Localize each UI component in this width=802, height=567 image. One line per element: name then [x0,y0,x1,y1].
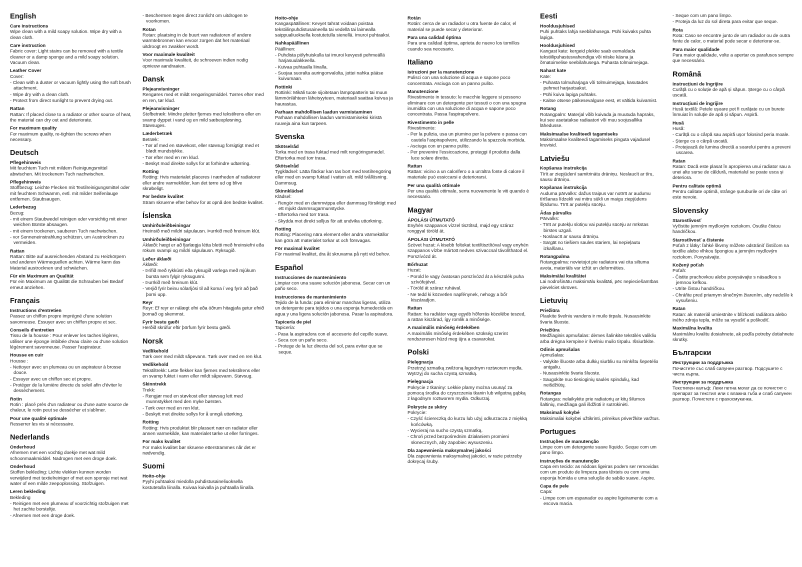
section-heading: Skinnklädsel [275,188,304,194]
language-header: Deutsch [10,149,39,158]
section-heading: Vedlikehold [142,362,169,368]
paragraph: Kangast kate: kergeid plekke saab eemaldada tekstiilipuhastusvahendiga või niiske käsna ja õrnatoimelise seebilahusega. Puhasta tolmuimejaga. [540,48,649,65]
paragraph: Afnemen met een vochtig doekje met wat mild schoonmaakmiddel. Nadrogen met een droge doek. [10,450,117,461]
bullet-line: - Verjið fyrir beinu sólarljósi til að koma í veg fyrir að það þorni upp. [142,286,258,297]
paragraph: Pentru calitate optimă, strânge șuruburile ori de câte ori este nevoie. [672,189,787,200]
section-heading: For bedste kvalitet [142,194,184,200]
section-heading: Instruções de manutenção [540,458,599,464]
section-heading: Ādas pārvalks [540,210,572,216]
paragraph: Maksimaliai kokybei užtikrinti, prireikus priveržkite varžtus. [540,415,660,421]
paragraph: Para una calidad óptima, aprieta de nuevo los tornillos cuando sea necesario. [407,40,520,52]
paragraph: Capa em tecido: as nódoas ligeiras podem ser removidas com um produto de limpeza para têxteis ou com uma esponja húmida e uma solução de sabão suave. Aspire. [540,464,659,481]
paragraph: Päällinen: [275,46,296,52]
bullet-line: - Porold le vagy óvatosan porszívózd át a készülék puha szívófejével. [407,273,524,285]
bullet-line: - Tør af med en støvekost, eller støvsug forsigtigt med et blødt mundstykke. [142,142,259,154]
bullet-line: - vor Sonneneinstrahlung schützen, um Austrocknen zu vermeiden. [10,234,124,246]
section-heading: Leður áklæði [142,256,172,262]
bullet-line: - Seque com um pano limpo. [672,13,732,18]
paragraph: Para maior qualidade, volte a apertar os parafusos sempre que necessário. [672,52,794,64]
section-heading: Umhirðuleiðbeiningar [142,223,191,229]
bullet-line: - Rengör med en dammvippa eller dammsug försiktigt med ett mjukt dammsugarmunstycke. [275,200,396,212]
section-heading: Fyrir bestu gæði [142,319,179,325]
paragraph: Текстилен калъф: Леки петна могат да се почистят с препарат за текстил или с влажна гъба и слаб сапунен разтвор. Почистете с прахосмукачка. [672,385,792,402]
section-heading: Skötselråd [275,163,299,169]
section-heading: Rottinki [275,84,293,90]
section-heading: Voor maximale kwaliteit [142,51,195,57]
paragraph: För maximal kvalitet, dra åt skruvarna på nytt vid behov. [275,251,390,257]
section-heading: Pentru calitate optimă [672,183,722,189]
paragraph: Parhaan mahdollisen laadun varmistamiseksi kiristä ruuveja aina kun tarpeen. [275,115,382,126]
section-heading: Conseils d'entretien [10,327,55,333]
paragraph: Kate: [540,73,551,79]
section-heading: Nahast kate [540,68,567,74]
section-heading: Instruções de manutenção [540,438,599,444]
text-column [10,13,132,557]
section-heading: Skinntrekk [142,381,167,387]
paragraph: Fabric cover: Light stains can be removed with a textile cleaner or a damp sponge and a mild soapy solution. Vacuum clean. [10,48,124,65]
bullet-line: - Asciuga con un panno pulito. [407,143,470,149]
bullet-line: - Saugokite nuo tiesioginių saulės spindulių, kad neišdžiūtų. [540,376,639,388]
section-heading: Ratan [672,306,686,312]
bullet-line: - Essuyer avec un chiffon sec et propre. [10,376,92,382]
bullet-line: - Rengjør med en støvkost eller støvsug lett med munnstykket med den myke børsten. [142,393,243,405]
bullet-line: - Eftertorka med torr trasa. [275,212,330,218]
section-heading: Reyr [142,300,153,305]
paragraph: Stoffen bekleding: Lichte vlekken kunnen worden verwijderd met textielreiniger of met een sponsje met wat water of een milde zeepoplossing. Stofzuigen. [10,469,128,487]
text-column [408,13,530,557]
section-heading: Parhaan mahdollisen laadun varmistaminen [275,109,373,115]
section-heading: Instrucțiuni de îngrijire [672,81,723,87]
paragraph: Dla zapewnienia maksymalnej jakości, w razie potrzeby dokręcaj śruby. [407,453,522,465]
paragraph: Housse : [10,358,29,364]
bullet-line: - Reinigen met een plumeau of voorzichtig stofzuigen met het zachte borsteltje. [10,501,129,512]
paragraph: Husă: [672,125,685,131]
section-heading: Rotting [275,226,292,232]
paragraph: Torka med en trasa fuktad med milt rengöringsmedel. Eftertorka med torr trasa. [275,149,385,161]
section-heading: Maksimaalse kvaliteedi tagamiseks [540,131,618,137]
language-header: Latviešu [540,154,570,163]
bullet-line: - Per prevenire l'essiccazione, proteggi il prodotto dalla luce solare diretta. [407,149,521,161]
bullet-line: - Skydda mot direkt solljus för att undvika uttorkning. [275,218,383,224]
paragraph: Capa: [540,489,553,495]
paragraph: Kangaspäällinen: Kevyet tahrat voidaan poistaa tekstiilinpuhdistusaineella tai vedellä tai laimealla saippualiuoksella kostutetulla sienellä. Imuroi puhtaaksi. [275,21,391,38]
bullet-line: - Ne tedd ki közvetlen napfénynek, nehogy a bőr kiszáradjon. [407,291,508,303]
language-header: Dansk [142,75,165,84]
paragraph: Stram skruerne efter behov for at opnå den bedste kvalitet. [142,199,264,205]
section-heading: Housse en cuir [10,352,44,358]
section-heading: Rattan [407,163,422,169]
paragraph: Stoffbezug: Leichte Flecken mit Textilreinigungsmittel oder mit feuchtem Schwamm, evtl. mit milder Seifenlauge entfernen. Staubsaugen. [10,185,130,202]
paragraph: Puhi puhtaks lahja seebilahusega. Pühi kuivaks puhta lapiga. [540,29,651,40]
section-heading: Care instruction [10,42,46,48]
language-header: Suomi [142,462,165,471]
section-heading: Per una qualità ottimale [407,182,460,188]
section-heading: Rattan [10,106,25,112]
paragraph: Ratan: Dacă este plasat în apropierea unui radiator sau a unei alte surse de căldură, materialul se poate usca și deteriora. [672,163,791,181]
section-heading: Rotangpalma [540,254,570,260]
text-column [275,13,397,557]
paragraph: For maximum quality, re-tighten the screws when necessary. [10,131,111,142]
paragraph: Tissu de la housse : Pour enlever les taches légères, utiliser une éponge imbibée d'eau claire ou d'une solution légèrement savonneuse. Passer l'aspirateur. [10,333,129,350]
paragraph: Rengøres med et mildt rengøringsmiddel. Tørres efter med en ren, tør klud. [142,92,264,103]
bullet-line: - Curăță cu o cârpă sau aspiră ușor folosind peria moale. [672,132,790,138]
section-heading: Инструкции за поддръжка [672,379,734,385]
paragraph: Pyyhi puhtaaksi miedolla puhdistusaineliuoksella kostutetulla liinalla. Kuivaa kuivalla ja puhtaalla liinalla. [142,479,255,490]
bullet-line: - Wipe dry with a clean cloth. [10,91,70,97]
bullet-line: - Čistite prachovkou alebo povysávajte s násadkou s jemnou kefkou. [672,274,781,286]
section-heading: Onderhoud [10,464,36,470]
language-header: Lietuvių [540,297,568,305]
bullet-line: - Proteja da luz do sol direta para evitar que seque. [672,19,778,25]
bullet-line: - Utrite čistou handričkou. [672,286,726,292]
paragraph: Rotangpalma: novietojot pie radiatora vai cita siltuma avota, materiāls var izžūt un deformēties. [540,259,650,271]
section-heading: Pflegehinweis [10,179,41,185]
paragraph: Tørk over med mildt såpevann. Tørk over med en ren klut. [142,353,263,359]
bullet-line: - Tørk over med en ren klut. [142,405,200,411]
bullet-line: - Noslaucīt ar sausu drāniņu. [540,234,600,240]
section-heading: Rotting [142,419,159,425]
section-heading: Hoito-ohje [275,15,298,21]
bullet-line: - Kuivaa puhtaalla liinalla. [275,64,328,70]
text-column [143,13,265,557]
paragraph: Reyr: Ef reyr er nálægt ofni eða öðrum hitagjafa getur efnið þornað og skemmst. [142,305,264,317]
bullet-line: - Beschermen tegen direct zonlicht om uitdrogen te voorkomen. [142,13,248,24]
section-heading: Maksimālai kvalitātei [540,273,586,279]
bullet-line: - Clean with a duster or vacuum lightly using the soft brush attachment. [10,79,131,91]
section-heading: Instrucciones de mantenimiento [275,294,347,300]
section-heading: Leather Cover [10,68,42,74]
section-heading: Ratan [672,158,686,164]
section-heading: Für ein Maximum an Qualität [10,273,74,279]
paragraph: Rattan: If placed close to a radiator or other source of heat, the material can dry out and deteriorate. [10,111,132,123]
section-heading: Rotting [142,169,159,175]
section-heading: Leren bekleding [10,489,46,495]
language-header: Norsk [142,337,164,346]
paragraph: Wipe clean with a mild soapy solution. Wipe dry with a clean cloth. [10,29,122,40]
paragraph: Przetrzyj szmatką zwilżoną łagodnym roztworem mydła. Wytrzyj do sucha czystą szmatką. [407,365,523,376]
paragraph: Apmušalas: [540,352,565,358]
bullet-line: - Czyść ściereczką do kurzu lub użyj odkurzacza z miękką końcówką. [407,416,528,427]
paragraph: Passez un chiffon propre imprégné d'une solution savonneuse. Essuyer avec un chiffon propre et sec. [10,313,117,325]
paragraph: Herðið skrúfur eftir þörfum fyrir bestu gæði. [142,325,232,331]
section-heading: För maximal kvalitet [275,246,320,252]
bullet-line: - Kaitse otsese päikesevalguse eest, et vältida kuivamist. [540,97,658,103]
paragraph: Poťah: [672,268,687,274]
bullet-line: - Pühi kuiva lapiga puhtaks. [540,91,597,97]
bullet-line: - Suojaa suoralta auringonvalolta, jottei nahka pääse kuivumaan. [275,70,384,82]
section-heading: Capa de pele [540,483,569,489]
section-heading: For maks kvalitet [142,439,181,445]
section-heading: Rotang [540,106,557,112]
paragraph: Áklæði: [142,262,159,268]
section-heading: Rivestimento in pelle [407,119,454,125]
paragraph: Limpe com um detergente suave líquido. Seque com um pano limpo. [540,444,657,456]
section-heading: Manutenzione [407,88,439,94]
paragraph: Pārvalks: [540,216,560,222]
bullet-line: - Seca con un paño seco. [275,337,328,343]
paragraph: Klädsel: [275,194,292,200]
paragraph: Per una qualità ottimale, serra nuovamente le viti quando è necessario. [407,188,529,200]
section-heading: Lederbezug [10,204,37,210]
paragraph: Tekstiltrekk: Lette flekker kan fjernes med tekstilrens eller en svamp fuktet i vann eller mildt såpevann. Støvsug. [142,367,261,379]
section-heading: Kopšanas instrukcija [540,165,587,171]
paragraph: Rotting: Hvis materialet placeres i nærheden af radiatorer eller andre varmekilder, kan det tørre ud og blive skrøbeligt. [142,174,261,192]
paragraph: Ratan: ak materiál umiestnite v blízkosti radiátora alebo iného zdroja tepla, môže sa vysušiť a poškodiť. [672,311,787,323]
language-header: Svenska [275,132,305,141]
paragraph: Limpiar con una suave solución jabonosa. Secar con un paño seco. [275,280,391,292]
bullet-line: - Puhasta tolmuharjaga või tolmuimejaga, kasutades pehmet harjaotsakut. [540,79,649,91]
section-heading: Rattan [10,248,25,254]
section-heading: Pokrycie ze skóry [407,404,447,410]
paragraph: Auduma pārvalks: dažus traipus var notīrīt ar audumu tīrīšanas līdzekli vai mitru sūkli un maigu ziepjūdens šķīdumu. Tīrīt ar putekļu sūcēju. [540,190,651,208]
paragraph: Rotangas: nelaikykite prie radiatorių ar kitų šilumos šaltinių, medžiaga gali išdžiūti ir sutrūkinėti. [540,396,645,407]
section-heading: ÁPOLÁSI ÚTMUTATÓ [407,236,455,242]
paragraph: Hreinsið með mildri sápulausn. Þurrkið með hreinum klút. [142,228,261,234]
paragraph: Bekleding [10,494,31,500]
paragraph: Rottinki: Mikäli tuote sijoitetaan lämpöpatterin tai muun lämmönlähteen läheisyyteen, materiaali saattaa kuivua ja haurastua. [275,89,393,107]
text-column [673,13,795,557]
columns [10,13,793,557]
language-header: Íslenska [142,212,172,221]
section-heading: Pflegehinweis [10,160,41,166]
paragraph: Rattan: Bitte auf ausreichenden Abstand zu Heizkörpern und anderen Wärmequellen achten. Wärme kann das Material austrocknen und schwächen. [10,254,126,271]
paragraph: Rivestimento in tessuto: le macchie leggere si possono eliminare con un detergente per tessuti o con una spugna inumidita con una soluzione di acqua e sapone poco concentrata. Passa l'aspirapolvere. [407,94,527,117]
paragraph: Rotting: Hvis produktet blir plassert nær en radiator eller annen varmekilde, kan materialet tørke ut eller forringes. [142,425,259,436]
bullet-line: - Șterge cu o cârpă uscată. [672,138,729,144]
paragraph: Enyhén szappanos vízzel tisztítsd, majd egy száraz ronggyal töröld át. [407,223,514,234]
section-heading: Tapicería de piel [275,319,312,325]
section-heading: Priežiūra [540,307,560,313]
language-header: Español [275,263,304,272]
section-heading: Maximálna kvalita [672,325,713,331]
paragraph: Vyčistite jemným mydlovým roztokom. Osušte čistou handričkou. [672,223,781,235]
bullet-line: - Þurrkið með hreinum klút. [142,280,199,286]
paragraph: Rotangpalm: Materjal võib kuivada ja muutuda hapraks, kui see asetatakse radiaatori või muu soojusallika lähedusse. [540,111,655,129]
paragraph: Rivestimento: [407,125,436,131]
section-heading: Umhirðuleiðbeiningar [142,236,191,242]
bullet-line: - Tīrīt ar putekļu slotiņu vai putekļu sūcēju ar mīkstas birstes uzgali. [540,222,649,233]
section-heading: Pour une qualité optimale [10,415,67,421]
section-heading: Para maior qualidade [672,46,720,52]
paragraph: A maximális minőség érdekében szükség szerint rendszeresen húzd meg újra a csavarokat. [407,330,508,342]
section-heading: Rotan [142,26,156,32]
section-heading: Bőrhuzat [407,262,428,268]
paragraph: Maksimaalse kvaliteedi tagamiseks pinguta vajadusel kruvisid. [540,136,651,148]
bullet-line: - Beskyt mod direkte sollys for at forhindre udtørring. [142,160,251,166]
section-heading: Pielęgnacja [407,359,434,365]
language-header: Italiano [407,58,433,67]
section-heading: Plejeanvisninger [142,86,180,92]
language-header: Eesti [540,13,558,21]
paragraph: Pokrycie: [407,409,427,415]
section-heading: Instrucciones de mantenimiento [275,274,347,280]
paragraph: Mit feuchtem Tuch mit mildem Reinigungsmittel abwischen. Mit trockenem Tuch nachwischen. [10,165,108,177]
paragraph: Pokrycie z tkaniny: Lekkie plamy można usunąć za pomocą środka do czyszczenia tkanin lub wilgotną gąbką z łagodnym roztworem mydła. Odkurzaj. [407,384,526,402]
language-header: Polski [407,348,429,357]
bullet-line: - Afnemen met een droge doek. [10,512,76,518]
section-heading: Nahkapäällinen [275,40,310,46]
paragraph: Rotan: plaatsing in de buurt van radiatoren of andere warmtebronnen kan ervoor zorgen dat het materiaal uitdroogt en zwakker wordt. [142,32,252,49]
section-heading: Starostlivosť a čistenie [672,237,724,243]
section-heading: Maksimali kokybė [540,410,580,416]
paragraph: Tejido de la funda: para eliminar manchas ligeras, utiliza un detergente para tejidos o una esponja humedecida en agua y una ligera solución jabonosa. Pasar la aspiradora. [275,300,394,317]
paragraph: Tapicería: [275,325,296,331]
bullet-line: - mit einem Staubwedel reinigen oder vorsichtig mit einer weichen Bürste absaugen. [10,216,128,228]
language-header: Portugues [540,427,576,436]
section-heading: Vedlikehold [142,348,169,354]
paragraph: Bezug: [10,210,25,216]
bullet-line: - Wycieraj na sucho czystą szmatką. [407,427,483,433]
paragraph: Rattan: vicino a un calorifero o a un'altra fonte di calore il materiale può essiccarsi e deteriorarsi. [407,169,525,180]
paragraph: Huzat: [407,267,421,273]
section-heading: Rattan [407,305,422,311]
paragraph: Plaukite švelniu vandens ir muilo tirpalu. Nusausinkite švaria šluoste. [540,313,651,325]
section-heading: ÁPOLÁSI ÚTMUTATÓ [407,217,455,223]
bullet-line: - Nettoyer avec un plumeau ou un aspirateur à brosse douce. [10,364,122,376]
bullet-line: - Chráňte pred priamym slnečným žiarením, aby nedošlo k vysušeniu. [672,292,793,303]
bullet-line: - Protege de la luz directa del sol, para evitar que se seque. [275,343,383,355]
section-heading: Rotán [407,15,421,21]
bullet-line: - Protejează de lumina directă a soarelui pentru a preveni uscarea. [672,144,791,156]
bullet-line: - Chroń przed bezpośrednim działaniem promieni słonecznych, aby zapobiec wysuszeniu. [407,434,510,445]
section-heading: Instructions d'entretien [10,307,62,313]
paragraph: Maximálnu kvalitu dosiahnete, ak podľa potreby dotiahnete skrutky. [672,331,794,342]
section-heading: Pielęgnacja [407,379,434,385]
paragraph: Lai nodrošinātu maksimālu kvalitāti, pēc nepieciešamības pievelciet skrūves. [540,279,659,290]
language-header: Slovensky [672,206,709,215]
paragraph: Betræk: [142,136,159,142]
section-heading: Hooldusjuhised [540,42,575,48]
paragraph: Curăță cu o soluție de apă și săpun. Șterge cu o cârpă uscată. [672,86,785,98]
section-heading: Hoito-ohje [142,473,166,479]
section-heading: For maximum quality [10,125,57,131]
paragraph: Почистете със слаб сапунен разтвор. Подсушете с чиста кърпа. [672,365,783,377]
paragraph: Rotting: Placering nära element eller andra värmekällor kan göra att materialet torkar ut och försvagas. [275,232,389,243]
language-header: Magyar [407,206,433,215]
section-heading: Husă [672,120,684,126]
section-heading: Læderbetræk [142,131,173,137]
paragraph: Rattan: ha radiátor vagy egyéb hőforrás közelébe teszed, a rattan kiszárad, így romlik a minősége. [407,311,526,322]
section-heading: Care instructions [10,23,49,29]
paragraph: Cover: [10,73,24,79]
text-column [540,13,662,557]
bullet-line: - Protéger de la lumière directe du soleil afin d'éviter le dessèchement. [10,382,122,394]
paragraph: Stofbetræk: Mindre pletter fjernes med tekstilrens eller en svamp dyppet i vand og en mild sæbeopløsning. Støvsuges. [142,111,261,128]
paragraph: Áklæði: hægt er að fjarlægja létta bletti með hreinsiefni eða rökum svampi og mildri sápulausn. Ryksugið. [142,242,264,254]
bullet-line: - Beskytt mot direkte sollys for å unngå uttørking. [142,411,244,417]
bullet-line: - Valykite šluoste arba dulkių siurbliu su minkštu šepetėlio antgaliu. [540,358,659,370]
section-heading: Rota [672,27,683,33]
section-heading: Rotin [10,396,22,402]
section-heading: Rotangas [540,390,562,396]
bullet-line: - Protect from direct sunlight to prevent drying out. [10,97,114,103]
paragraph: Rotin : placé près d'un radiateur ou d'une autre source de chaleur, le rotin peut se dessécher et s'abîmer. [10,401,129,413]
paragraph: Husă textilă: Petele ușoare pot fi curățate cu un burete înmuiat în soluție de apă și săpun. Aspiră. [672,106,785,118]
section-heading: Plejeanvisninger [142,105,180,111]
section-heading: Priežiūra [540,327,560,333]
paragraph: Tygklädsel: Lätta fläckar kan tas bort med textilrengöring eller med en svamp fuktad i vatten alt. mild tvållösning. Dammsug. [275,169,392,186]
section-heading: Инструкции за поддръжка [672,360,734,366]
paragraph: For maks kvalitet bør skruene etterstrammes når det er nødvendig. [142,444,256,456]
bullet-line: - Pasa la aspiradora con el accesorio del cepillo suave. [275,331,389,337]
bullet-line: - Töröld át száraz ruhával. [407,285,462,291]
section-heading: Starostlivosť [672,217,702,223]
bullet-line: - Tør efter med en ren klud. [142,154,199,160]
paragraph: Rota: Caso se encontre junto de um radiador ou de outra fonte de calor, o material pode secar e deteriorar-se. [672,32,791,44]
language-header: English [10,13,37,21]
language-header: Română [672,70,702,79]
language-header: Български [672,349,712,358]
paragraph: Trekk: [142,387,156,393]
section-heading: Kožený poťah [672,262,704,268]
paragraph: Poťah z látky: ľahké škvrny môžete odstrániť čističom na textílie alebo vlhkou špongiou a jemným mydlovým roztokom. Povysávajte. [672,243,789,260]
bullet-line: - Per la pulizia, usa un piumino per la polvere o passa con cautela l'aspirapolvere, utilizzando la spazzola morbida. [407,131,527,143]
paragraph: Resserrer les vis si nécessaire. [10,421,75,427]
paragraph: Rotán: cerca de un radiador u otra fuente de calor, el material se puede secar y deteriorar. [407,21,517,32]
bullet-line: - Limpe com um espanador ou aspire ligeiramente com a escova macia. [540,495,658,507]
paragraph: Medžiaginis apmušalas: dėmes šalinkite tekstilės valikliu arba drėgna kempine ir švelniu muilo tirpalu. Išsiurbkite. [540,333,657,344]
language-header: Nederlands [10,433,50,442]
section-heading: Para una calidad óptima [407,34,461,40]
section-heading: Kopšanas instrukcija [540,185,587,191]
section-heading: Hooldusjuhised [540,23,575,29]
section-heading: Skötselråd [275,143,299,149]
section-heading: A maximális minőség érdekében [407,325,480,331]
paragraph: Für ein Maximum an Qualität die Schrauben bei Bedarf erneut anziehen. [10,279,124,290]
paragraph: Szövet huzat: A kisebb foltokat textiltisztítóval vagy enyhén szappanos vízbe mártott nedves szivaccsal távolíthatod el. Porszívózd át. [407,242,529,259]
paragraph: Tīrīt ar ziepjūdenī samitrinātu drāniņu. Noslaucīt ar tīru, sausu drāniņu. [540,171,654,183]
bullet-line: - Þrífið með rykkústi eða ryksugið varlega með mjúkum bursta sem fylgir ryksugunni. [142,268,256,279]
bullet-line: - Sargāt no tiešiem saules stariem, lai nepieļautu izkalšanu. [540,240,641,251]
bullet-line: - Puhdista pölyhuiskulla tai imuroi kevyesti pehmeällä harjasuulakkeella. [275,52,385,64]
bullet-line: - Nusausinkite švaria šluoste. [540,370,601,376]
language-header: Français [10,297,40,305]
section-heading: Onderhoud [10,444,36,450]
bullet-line: - mit einem trockenen, sauberen Tuch nachwischen. [10,228,118,234]
section-heading: Instrucțiuni de îngrijire [672,100,723,106]
paragraph: Pulisci con una soluzione di acqua e sapone poco concentrata. Asciuga con un panno pulito. [407,75,511,86]
section-heading: Dla zapewnienia maksymalnej jakości [407,447,491,453]
section-heading: Odinis apmušalas [540,346,580,352]
paragraph: Voor maximale kwaliteit, de schroeven indien nodig opnieuw aandraaien. [142,57,248,69]
section-heading: Istruzioni per la manutenzione [407,69,475,75]
